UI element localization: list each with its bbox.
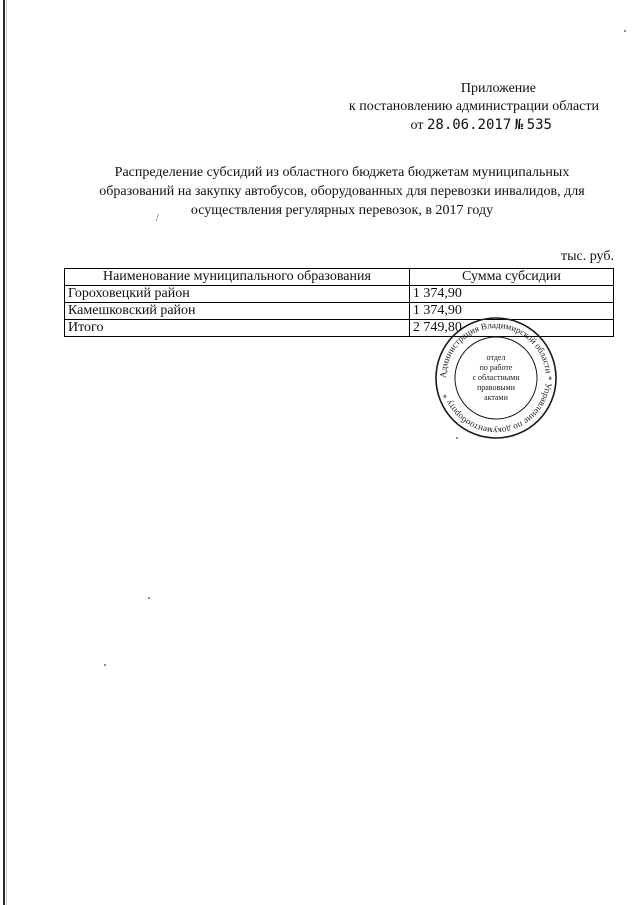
scan-speck	[456, 437, 458, 439]
resolution-date: 28.06.2017	[426, 117, 512, 133]
stamp-line: по работе	[479, 363, 513, 372]
scan-edge	[3, 0, 5, 905]
subsidy-amount: 1 374,90	[409, 303, 613, 320]
heading-line: образований на закупку автобусов, оборудованных для перевозки инвалидов, для	[99, 184, 585, 199]
table-header-row	[65, 269, 614, 286]
appendix-date-line	[411, 117, 552, 134]
scan-edge-shadow	[6, 0, 7, 905]
stamp-line: актами	[484, 393, 508, 402]
stamp-line: с областными	[472, 373, 520, 382]
number-sign: №	[514, 117, 524, 133]
stamp-outer-text: Администрация Владимирской области * Управление по документообороту *	[437, 319, 555, 437]
total-label: Итого	[65, 320, 410, 337]
table-row	[65, 286, 614, 303]
scan-speck	[148, 597, 150, 599]
stamp-line: правовыми	[476, 383, 516, 392]
stamp-center-text	[434, 316, 558, 440]
subsidy-amount: 1 374,90	[409, 286, 613, 303]
pen-mark: /	[156, 213, 159, 224]
column-header-amount: Сумма субсидии	[409, 269, 613, 286]
municipality-name: Гороховецкий район	[65, 286, 410, 303]
scan-speck	[624, 30, 626, 32]
stamp-line: отдел	[486, 353, 506, 362]
appendix-subtitle: к постановлению администрации области	[348, 99, 599, 114]
column-header-name: Наименование муниципального образования	[65, 269, 410, 286]
official-stamp	[434, 316, 558, 440]
appendix-title: Приложение	[460, 81, 536, 96]
units-label: тыс. руб.	[561, 249, 614, 264]
municipality-name: Камешковский район	[65, 303, 410, 320]
heading-line: осуществления регулярных перевозок, в 2017 году	[190, 203, 494, 218]
date-prefix: от	[410, 118, 424, 133]
total-amount: 2 749,80	[409, 320, 613, 337]
resolution-number: 535	[526, 117, 552, 133]
scan-speck	[104, 664, 106, 666]
heading-line: Распределение субсидий из областного бюджета бюджетам муниципальных	[114, 165, 570, 180]
document-heading	[72, 163, 612, 220]
